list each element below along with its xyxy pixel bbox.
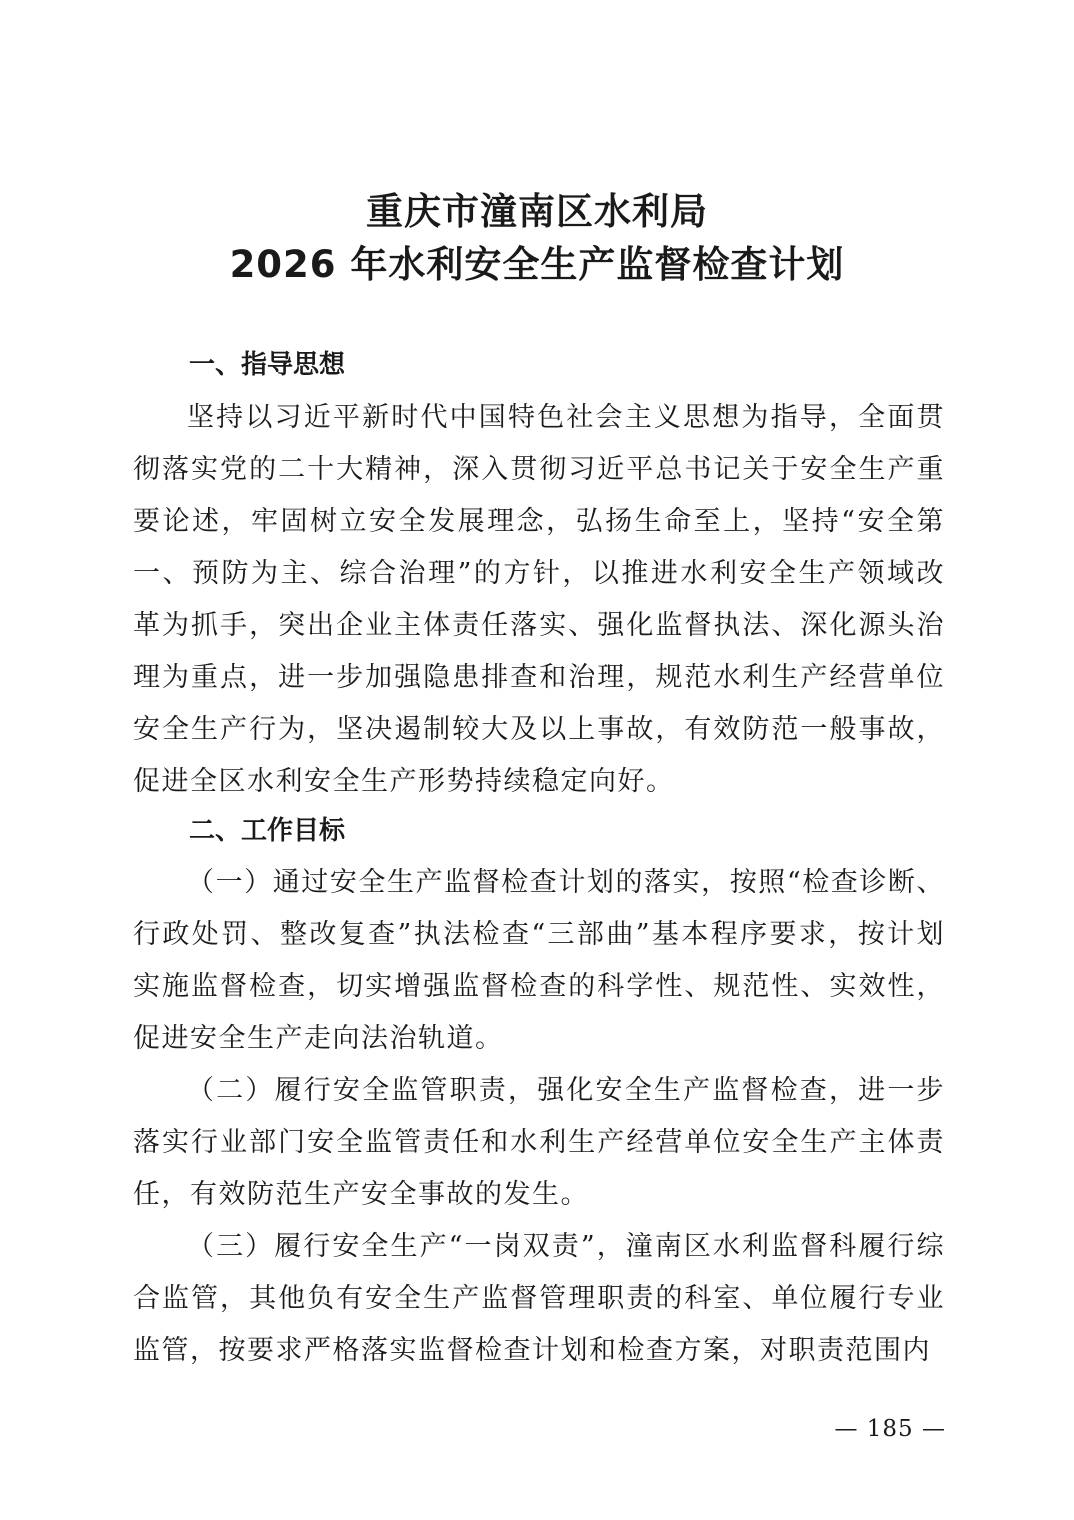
document-title-line2: 2026 年水利安全生产监督检查计划 (229, 243, 845, 286)
section-heading-guiding-ideology: 一、指导思想 (189, 350, 346, 380)
paragraph-objective-2: （二）履行安全监管职责，强化安全生产监督检查，进一步落实行业部门安全监管责任和水利生产经营单位安全生产主体责任，有效防范生产安全事故的发生。 (133, 1075, 945, 1210)
paragraph-objective-3: （三）履行安全生产“一岗双责”，潼南区水利监督科履行综合监管，其他负有安全生产监督管理职责的科室、单位履行专业监管，按要求严格落实监督检查计划和检查方案，对职责范围内 (133, 1231, 945, 1366)
section-heading-work-objectives: 二、工作目标 (189, 816, 346, 846)
paragraph-guiding-ideology: 坚持以习近平新时代中国特色社会主义思想为指导，全面贯彻落实党的二十大精神，深入贯彻习近平总书记关于安全生产重要论述，牢固树立安全发展理念，弘扬生命至上，坚持“安全第一、预防为主、综合治理”的方针，以推进水利安全生产领域改革为抓手，突出企业主体责任落实、强化监督执法、深化源头治理为重点，进一步加强隐患排查和治理，规范水利生产经营单位安全生产行为，坚决遏制较大及以上事故，有效防范一般事故，促进全区水利安全生产形势持续稳定向好。 (133, 402, 945, 797)
page-number: — 185 — (834, 1416, 946, 1442)
paragraph-objective-1: （一）通过安全生产监督检查计划的落实，按照“检查诊断、行政处罚、整改复查”执法检查“三部曲”基本程序要求，按计划实施监督检查，切实增强监督检查的科学性、规范性、实效性，促进安全生产走向法治轨道。 (133, 867, 945, 1054)
document-title-line1: 重庆市潼南区水利局 (366, 190, 708, 233)
